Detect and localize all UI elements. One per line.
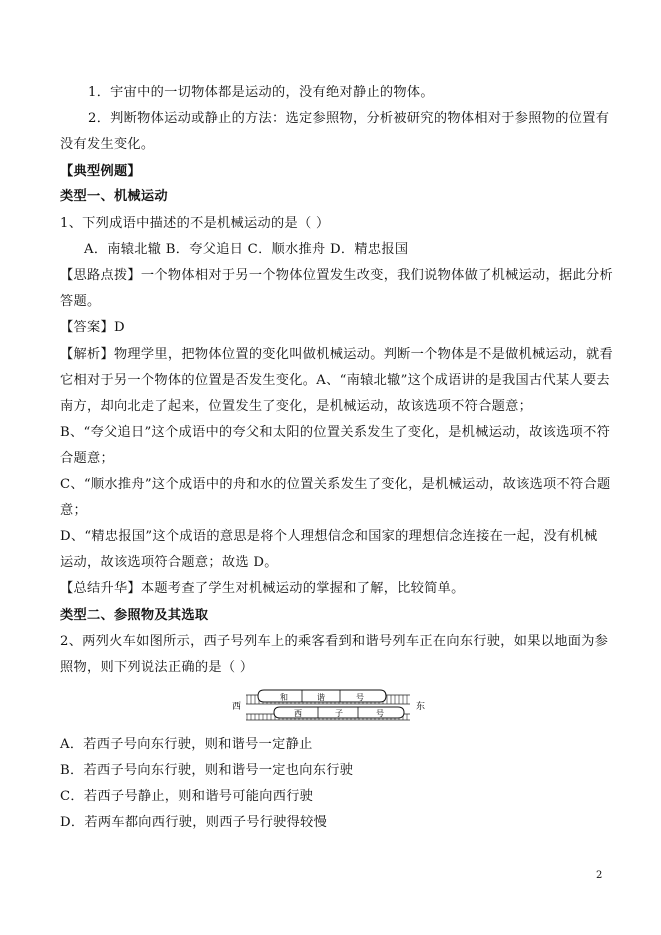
- option-c: C．若西子号静止，则和谐号可能向西行驶: [60, 789, 314, 804]
- train-label-char: 号: [376, 709, 384, 718]
- type2-title: 类型二、参照物及其选取: [60, 608, 209, 623]
- analysis-line: 它相对于另一个物体的位置是否发生变化。A、“南辕北辙”这个成语讲的是我国古代某人要去: [60, 373, 610, 388]
- summary: 【总结升华】本题考查了学生对机械运动的掌握和了解，比较简单。: [60, 581, 465, 596]
- train-label-char: 子: [335, 709, 343, 718]
- harmony-train: [258, 690, 386, 702]
- intro-point-2: 2．判断物体运动或静止的方法：选定参照物，分析被研究的物体相对于参照物的位置有: [88, 111, 610, 126]
- train-label-char: 号: [356, 693, 364, 702]
- intro-point-2-cont: 没有发生变化。: [60, 137, 155, 152]
- analysis-line: D、“精忠报国”这个成语的意思是将个人理想信念和国家的理想信念连接在一起，没有机械: [60, 529, 598, 544]
- east-label: 东: [416, 702, 426, 712]
- intro-point-1: 1．宇宙中的一切物体都是运动的，没有绝对静止的物体。: [88, 85, 434, 100]
- analysis-line: 意；: [60, 503, 87, 518]
- question-2-cont: 照物，则下列说法正确的是（ ）: [60, 660, 254, 675]
- hint: 【思路点拨】一个物体相对于另一个物体位置发生改变，我们说物体做了机械运动，据此分析: [60, 268, 613, 283]
- page-number: 2: [596, 870, 603, 881]
- analysis-line: B、“夸父追日”这个成语中的夸父和太阳的位置关系发生了变化，是机械运动，故该选项不符: [60, 425, 611, 440]
- train-label-char: 和: [280, 693, 288, 702]
- hint-cont: 答题。: [60, 294, 101, 309]
- analysis-line: 运动，故该选项符合题意；故选 D。: [60, 555, 278, 570]
- train-diagram: [232, 687, 432, 723]
- west-label: 西: [232, 702, 242, 712]
- option-a: A．若西子号向东行驶，则和谐号一定静止: [60, 737, 313, 752]
- section-title: 【典型例题】: [60, 164, 141, 179]
- train-label-char: 西: [294, 709, 302, 718]
- answer: 【答案】D: [60, 320, 125, 335]
- question-1: 1、下列成语中描述的不是机械运动的是（ ）: [60, 216, 330, 231]
- analysis-line: 南方，却向北走了起来，位置发生了变化，是机械运动，故该选项不符合题意；: [60, 399, 533, 414]
- question-1-options: A．南辕北辙 B．夸父追日 C．顺水推舟 D．精忠报国: [84, 242, 409, 257]
- option-d: D．若两车都向西行驶，则西子号行驶得较慢: [60, 815, 328, 830]
- analysis-line: C、“顺水推舟”这个成语中的舟和水的位置关系发生了变化，是机械运动，故该选项不符合题: [60, 477, 611, 492]
- analysis-line: 【解析】物理学里，把物体位置的变化叫做机械运动。判断一个物体是不是做机械运动，就看: [60, 347, 613, 362]
- question-2: 2、两列火车如图所示，西子号列车上的乘客看到和谐号列车正在向东行驶，如果以地面为参: [60, 634, 609, 649]
- analysis-line: 合题意；: [60, 451, 114, 466]
- train-label-char: 谐: [317, 693, 325, 702]
- option-b: B．若西子号向东行驶，则和谐号一定也向东行驶: [60, 763, 354, 778]
- type1-title: 类型一、机械运动: [60, 189, 168, 204]
- xizi-train: [274, 707, 404, 718]
